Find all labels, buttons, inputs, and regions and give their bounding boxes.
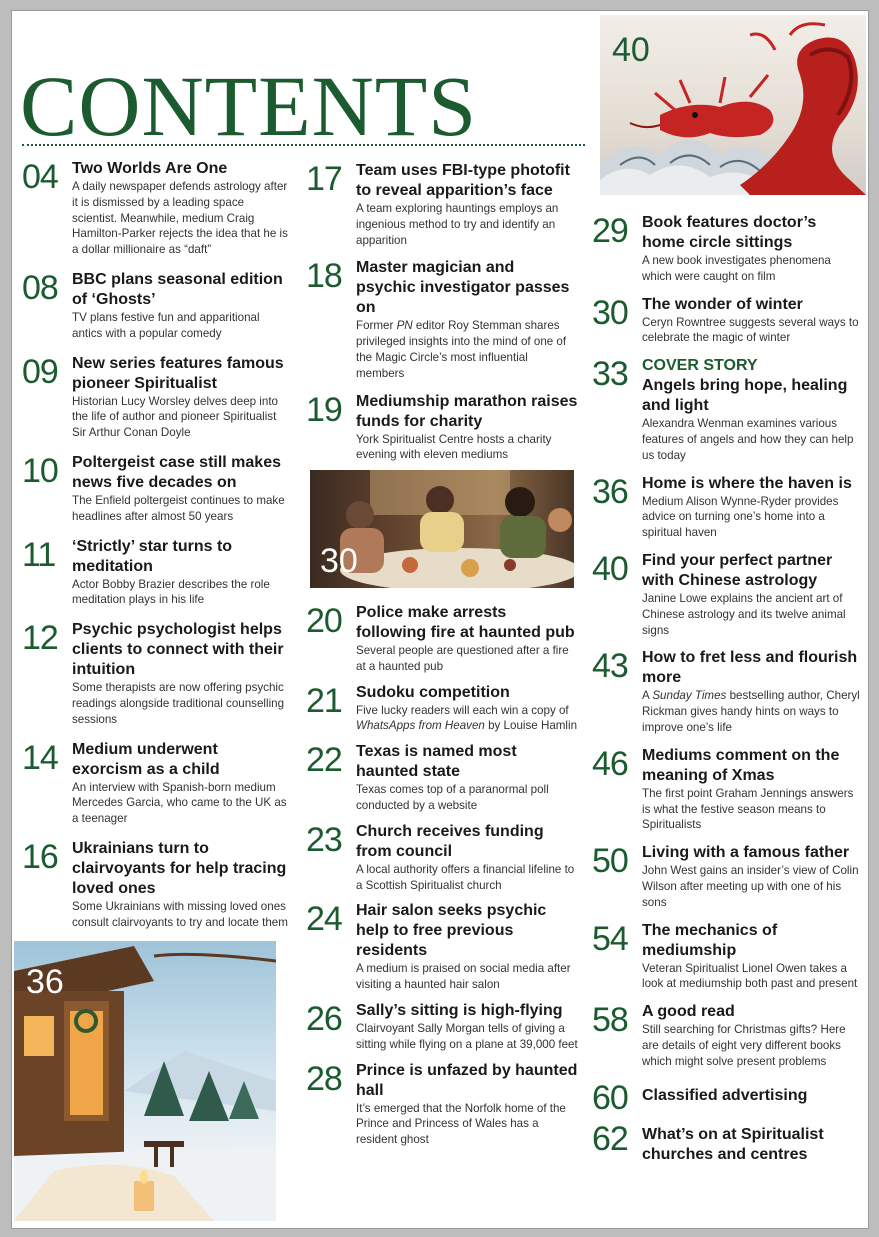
list-item[interactable] (22, 537, 290, 609)
dragon-page-number: 40 (612, 31, 650, 69)
article-headline: Mediumship marathon raises funds for charity (356, 392, 578, 430)
article-summary: A medium is praised on social media after visiting a haunted hair salon (356, 962, 571, 992)
article-summary: An interview with Spanish-born medium Mercedes Garcia, who came to the UK as a teenager (72, 780, 287, 826)
article-summary (642, 688, 862, 735)
article-summary: Still searching for Christmas gifts? Here are details of eight very different books which might solve present problems (642, 1023, 846, 1068)
list-item[interactable] (592, 213, 862, 285)
cabin-photo (14, 941, 276, 1221)
list-item[interactable] (592, 843, 862, 910)
page-number: 58 (592, 1001, 628, 1040)
page-number: 22 (306, 741, 342, 780)
page-number: 30 (592, 293, 628, 332)
list-item[interactable] (22, 159, 290, 258)
page-number: 20 (306, 602, 342, 640)
summary-text: A (642, 689, 653, 703)
list-item[interactable] (306, 392, 578, 464)
article-headline: What’s on at Spiritualist churches and centres (642, 1125, 824, 1163)
article-summary (356, 318, 578, 381)
dining-page-number: 30 (320, 542, 358, 580)
article-headline: How to fret less and flourish more (642, 649, 858, 687)
article-headline: Two Worlds Are One (72, 160, 228, 177)
page-number: 60 (592, 1078, 628, 1117)
list-item[interactable] (22, 740, 290, 827)
article-headline: Police make arrests following fire at haunted pub (356, 604, 575, 641)
article-summary: Several people are questioned after a fire at a haunted pub (356, 644, 569, 673)
list-item[interactable] (592, 648, 862, 735)
article-headline: Sudoku competition (356, 683, 510, 701)
page-number: 04 (22, 158, 58, 196)
contents-page (11, 10, 869, 1229)
list-item[interactable] (306, 901, 578, 993)
page-number: 46 (592, 744, 628, 783)
article-summary: A new book investigates phenomena which were caught on film (642, 254, 831, 283)
article-summary: John West gains an insider’s view of Colin Wilson after meeting up with one of his sons (642, 864, 859, 909)
list-item[interactable] (306, 1061, 578, 1148)
column-2-bottom (306, 603, 578, 1156)
article-summary: Ceryn Rowntree suggests several ways to celebrate the magic of winter (642, 315, 859, 345)
article-summary: Historian Lucy Worsley delves deep into the life of author and pioneer Spiritualist Sir Arthur Conan Doyle (72, 394, 278, 440)
article-summary: It’s emerged that the Norfolk home of the Prince and Princess of Wales has a resident ghost (356, 1101, 566, 1147)
article-summary: The Enfield poltergeist continues to make headlines after almost 50 years (72, 493, 285, 523)
list-item[interactable] (592, 1121, 862, 1165)
page-number: 23 (306, 820, 342, 859)
article-headline: Poltergeist case still makes news five decades on (72, 453, 281, 491)
list-item[interactable] (22, 354, 290, 441)
article-headline: Team uses FBI-type photofit to reveal apparition’s face (356, 162, 570, 199)
list-item[interactable] (306, 822, 578, 894)
list-item[interactable] (592, 921, 862, 993)
page-number: 09 (22, 352, 58, 391)
article-summary: Texas comes top of a paranormal poll conducted by a website (356, 783, 549, 812)
list-item[interactable] (592, 356, 862, 463)
list-item[interactable] (592, 746, 862, 833)
cabin-page-number: 36 (26, 963, 64, 1001)
article-summary: Alexandra Wenman examines various features of angels and how they can help us today (642, 417, 854, 462)
page-number: 08 (22, 268, 58, 307)
article-headline: The mechanics of mediumship (642, 921, 778, 959)
article-summary: York Spiritualist Centre hosts a charity evening with eleven mediums (356, 432, 552, 462)
page-number: 24 (306, 900, 342, 939)
article-headline: Home is where the haven is (642, 474, 852, 492)
page-number: 12 (22, 619, 58, 658)
summary-emphasis: PN (396, 319, 413, 333)
article-headline: Find your perfect partner with Chinese astrology (642, 551, 833, 589)
article-headline: Ukrainians turn to clairvoyants for help tracing loved ones (72, 839, 287, 897)
page-number: 14 (22, 738, 58, 777)
article-headline: Church receives funding from council (356, 822, 544, 860)
article-headline: Prince is unfazed by haunted hall (356, 1061, 578, 1099)
article-headline: Sally’s sitting is high-flying (356, 1001, 563, 1019)
page-number: 36 (592, 472, 628, 511)
article-summary: A team exploring hauntings employs an ingenious method to try and identify an apparition (356, 202, 559, 247)
page-number: 10 (22, 451, 58, 490)
article-summary: Medium Alison Wynne-Ryder provides advice on turning one’s home into a spiritual haven (642, 494, 839, 540)
article-headline: Master magician and psychic investigator passes on (356, 259, 570, 317)
list-item[interactable] (592, 1002, 862, 1069)
column-2-top (306, 161, 578, 473)
list-item[interactable] (592, 474, 862, 541)
page-number: 16 (22, 837, 58, 876)
article-summary: Veteran Spiritualist Lionel Owen takes a look at mediumship both past and present (642, 961, 858, 991)
article-summary: Actor Bobby Brazier describes the role meditation plays in his life (72, 577, 270, 607)
list-item[interactable] (306, 1001, 578, 1053)
page-number: 43 (592, 647, 628, 686)
column-1 (22, 159, 290, 943)
summary-emphasis: WhatsApps from Heaven (356, 719, 485, 733)
summary-text: Former (356, 319, 397, 333)
article-summary: A daily newspaper defends astrology after it is dismissed by a leading space scientist. Meanwhile, medium Craig Hamilton-Parker rejects the idea that he is a dollar millionaire as “daft” (72, 180, 288, 257)
summary-text: bestselling author, Cheryl Rickman gives handy hints on ways to improve one’s life (642, 689, 860, 734)
summary-text: by Louise Hamlin (484, 719, 578, 733)
list-item[interactable] (592, 295, 862, 347)
dining-photo (310, 470, 574, 588)
list-item[interactable] (306, 683, 578, 735)
article-summary: TV plans festive fun and apparitional antics with a popular comedy (72, 310, 260, 340)
summary-text: editor Roy Stemman shares privileged insights into the mind of one of the Magic Circle’s most influential members (356, 319, 567, 380)
article-summary (356, 703, 578, 735)
article-headline: Mediums comment on the meaning of Xmas (642, 746, 840, 784)
page-number: 54 (592, 919, 628, 958)
page-number: 21 (306, 681, 342, 720)
page-number: 17 (306, 160, 342, 198)
page-title: CONTENTS (20, 58, 478, 154)
list-item[interactable] (22, 620, 290, 727)
article-headline: New series features famous pioneer Spiritualist (72, 354, 284, 392)
page-number: 26 (306, 999, 342, 1038)
article-headline: Psychic psychologist helps clients to connect with their intuition (72, 621, 284, 679)
article-headline: Classified advertising (642, 1086, 808, 1104)
page-number: 11 (22, 535, 56, 574)
list-item[interactable] (306, 603, 578, 675)
list-item[interactable] (22, 839, 290, 931)
article-summary: A local authority offers a financial lifeline to a Scottish Spiritualist church (356, 862, 575, 892)
page-number: 40 (592, 549, 628, 588)
title-divider (22, 144, 585, 146)
article-summary: Clairvoyant Sally Morgan tells of giving a sitting while flying on a plane at 39,000 feet (356, 1021, 578, 1051)
page-number: 18 (306, 257, 342, 296)
article-summary: Janine Lowe explains the ancient art of Chinese astrology and its twelve animal signs (642, 591, 846, 637)
article-headline: A good read (642, 1003, 735, 1021)
article-headline: Texas is named most haunted state (356, 743, 517, 781)
summary-text: Five lucky readers will each win a copy of (356, 703, 569, 717)
list-item[interactable] (592, 551, 862, 638)
page-number: 50 (592, 842, 628, 881)
page-number: 33 (592, 355, 628, 394)
column-3 (592, 213, 862, 1165)
article-headline: ‘Strictly’ star turns to meditation (72, 537, 233, 575)
article-headline: Angels bring hope, healing and light (642, 377, 848, 415)
list-item[interactable] (22, 270, 290, 342)
article-headline: Medium underwent exorcism as a child (72, 740, 220, 778)
page-number: 29 (592, 212, 628, 250)
cover-story-label: COVER STORY (642, 357, 758, 375)
article-headline: Living with a famous father (642, 844, 850, 862)
list-item[interactable] (306, 161, 578, 248)
page-number: 62 (592, 1119, 628, 1158)
page-number: 28 (306, 1059, 342, 1098)
article-headline: Book features doctor’s home circle sittings (642, 214, 817, 251)
list-item[interactable] (306, 258, 578, 381)
page-number: 19 (306, 390, 342, 429)
article-headline: BBC plans seasonal edition of ‘Ghosts’ (72, 270, 283, 308)
article-headline: The wonder of winter (642, 295, 803, 313)
list-item[interactable] (306, 742, 578, 814)
article-summary: The first point Graham Jennings answers is what the festive season means to Spiritualists (642, 786, 854, 832)
list-item[interactable] (22, 453, 290, 525)
article-summary: Some therapists are now offering psychic readings alongside traditional counselling sessions (72, 681, 285, 726)
article-summary: Some Ukrainians with missing loved ones consult clairvoyants to try and locate them (72, 899, 288, 929)
dragon-photo (600, 15, 866, 195)
article-headline: Hair salon seeks psychic help to free previous residents (356, 902, 547, 960)
list-item[interactable] (592, 1080, 862, 1115)
summary-emphasis: Sunday Times (652, 689, 727, 703)
